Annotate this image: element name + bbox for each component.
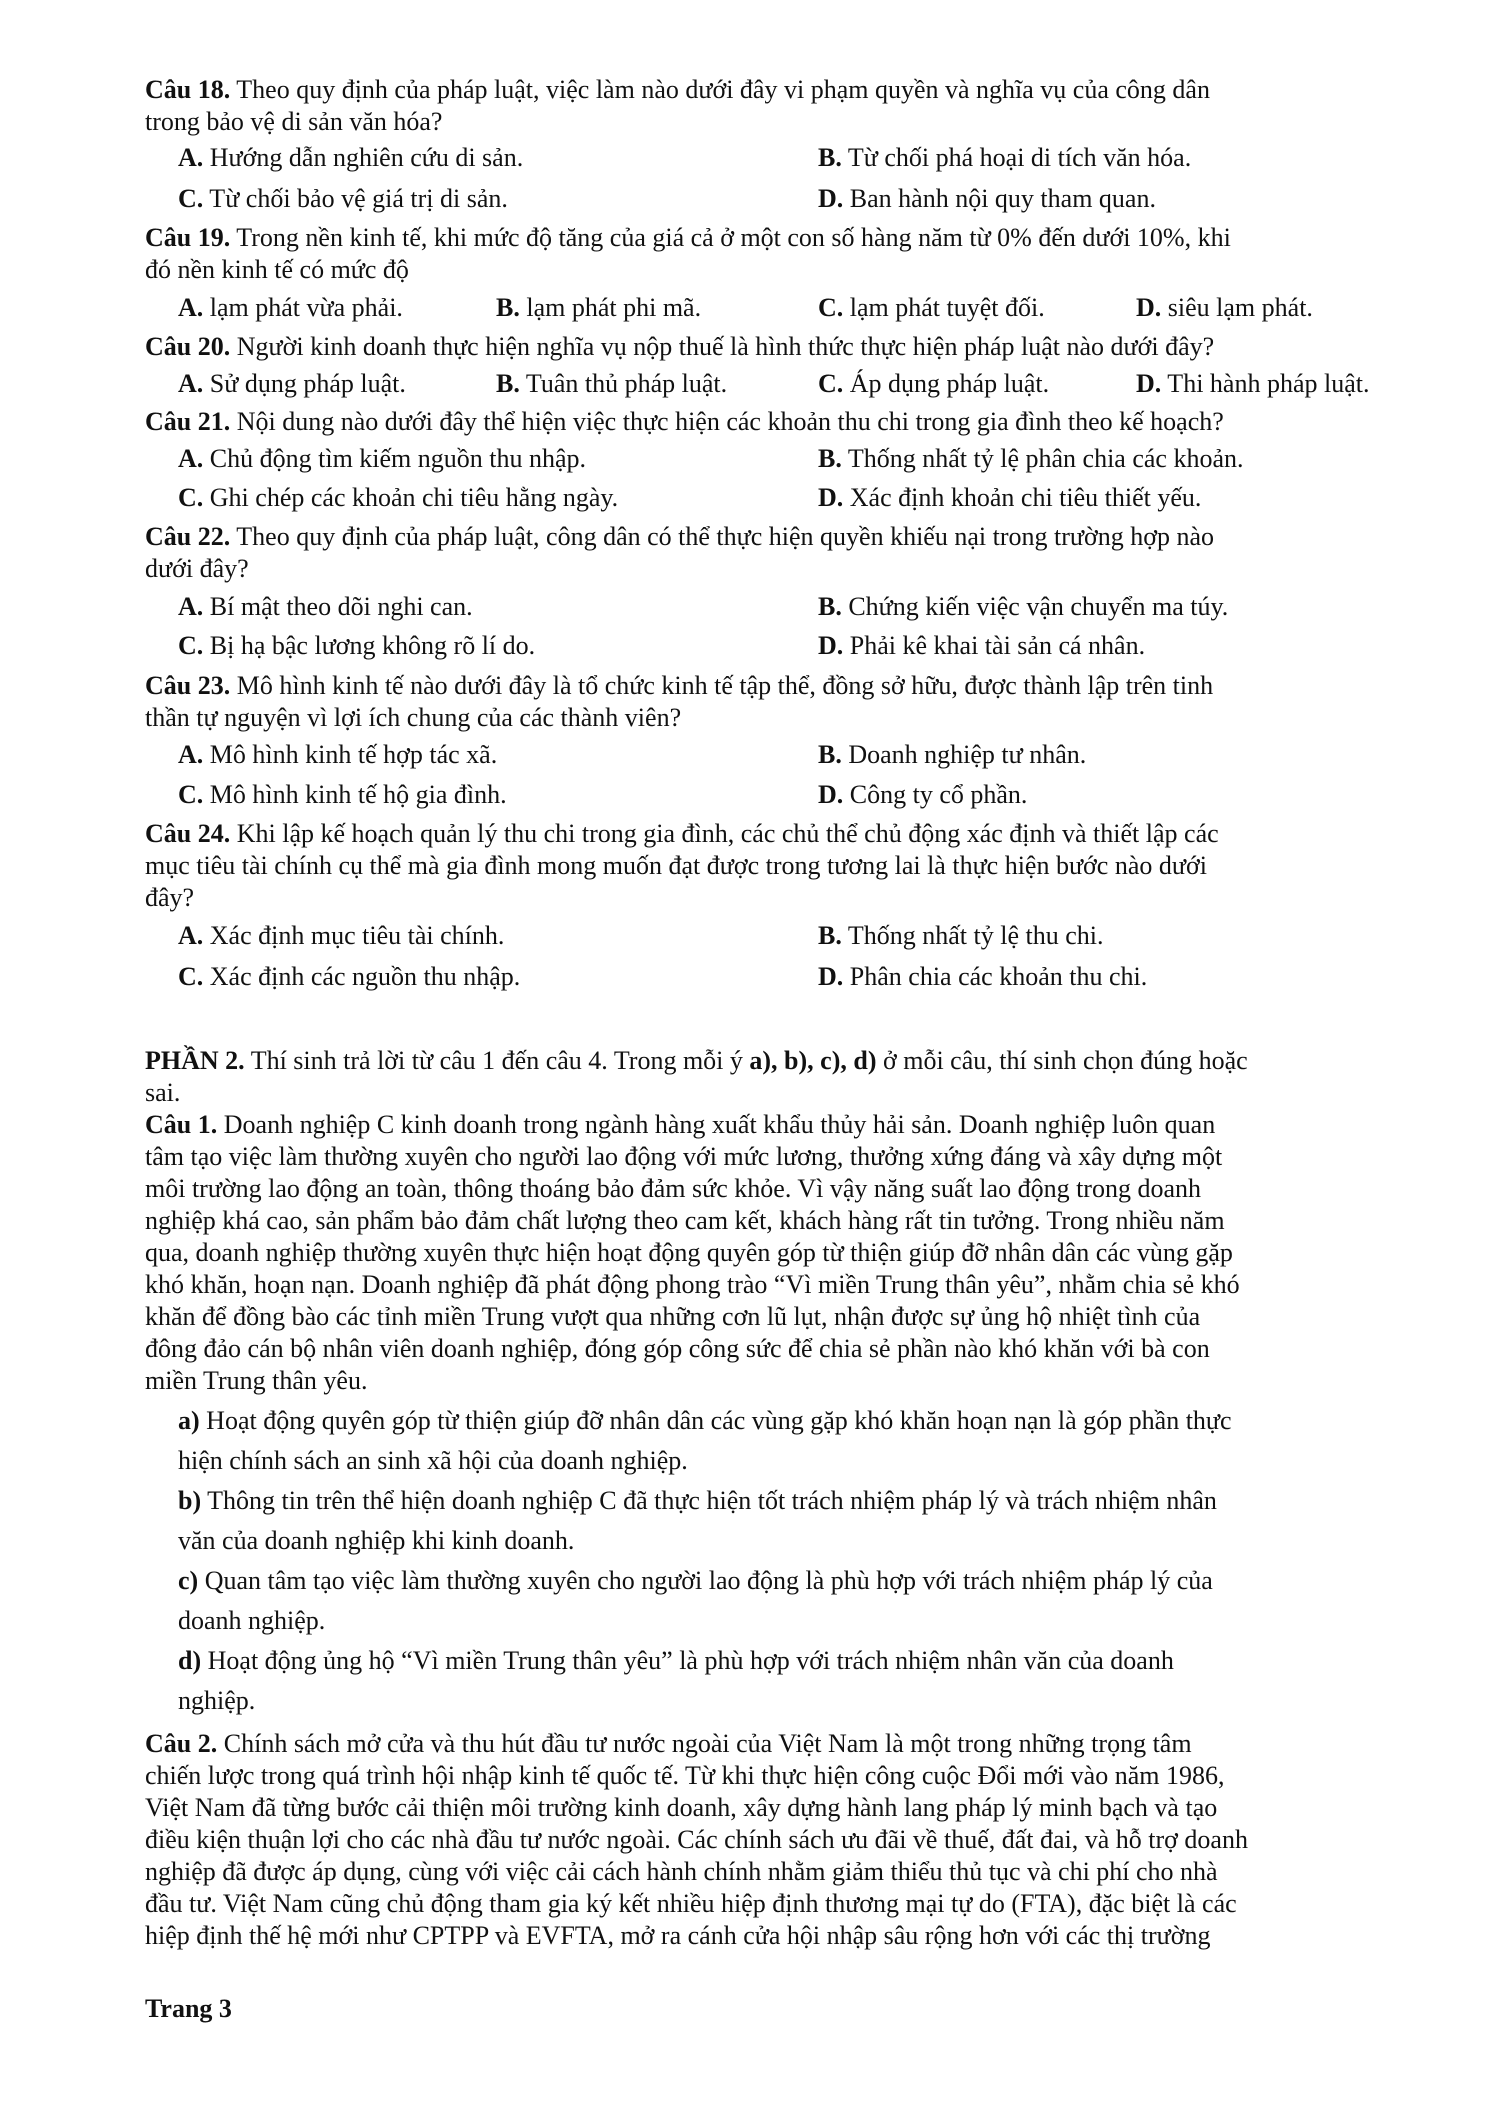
question-19-option-b: B. lạm phát phi mã.	[496, 293, 702, 322]
part2-question-1-line-9: miền Trung thân yêu.	[145, 1366, 368, 1395]
question-20-option-b: B. Tuân thủ pháp luật.	[496, 369, 728, 398]
question-20-option-a: A. Sử dụng pháp luật.	[178, 369, 406, 398]
question-22-line-2: dưới đây?	[145, 554, 249, 583]
part2-question-2-label: Câu 2.	[145, 1729, 218, 1758]
question-21-option-d: D. Xác định khoản chi tiêu thiết yếu.	[818, 483, 1202, 512]
page-number: Trang 3	[145, 1994, 232, 2023]
question-19-option-a: A. lạm phát vừa phải.	[178, 293, 403, 322]
part-2-label: PHẦN 2.	[145, 1046, 245, 1075]
part2-question-2-line-7: hiệp định thế hệ mới như CPTPP và EVFTA, mở ra cánh cửa hội nhập sâu rộng hơn với các thị trường	[145, 1921, 1211, 1950]
part2-question-1-line-5: qua, doanh nghiệp thường xuyên thực hiện hoạt động quyên góp từ thiện giúp đỡ nhân dân các vùng gặp	[145, 1238, 1233, 1267]
question-21-option-b: B. Thống nhất tỷ lệ phân chia các khoản.	[818, 444, 1244, 473]
question-21-label: Câu 21.	[145, 407, 231, 436]
statement-d-line-2: nghiệp.	[178, 1686, 256, 1715]
part2-question-2-line-6: đầu tư. Việt Nam cũng chủ động tham gia ký kết nhiều hiệp định thương mại tự do (FTA), đặc biệt là các	[145, 1889, 1237, 1918]
part2-question-1-line-7: khăn để đồng bào các tỉnh miền Trung vượt qua những cơn lũ lụt, nhận được sự ủng hộ nhiệt tình của	[145, 1302, 1201, 1331]
question-24-line-1: Câu 24. Khi lập kế hoạch quản lý thu chi trong gia đình, các chủ thể chủ động xác định và thiết lập các	[145, 819, 1219, 848]
question-19-label: Câu 19.	[145, 223, 231, 252]
question-21-option-c: C. Ghi chép các khoản chi tiêu hằng ngày.	[178, 483, 619, 512]
statement-c-line-2: doanh nghiệp.	[178, 1606, 326, 1635]
question-22-option-c: C. Bị hạ bậc lương không rõ lí do.	[178, 631, 536, 660]
question-23-line-2: thần tự nguyện vì lợi ích chung của các thành viên?	[145, 703, 682, 732]
question-21-option-a: A. Chủ động tìm kiếm nguồn thu nhập.	[178, 444, 587, 473]
question-24-label: Câu 24.	[145, 819, 231, 848]
statement-a-line-2: hiện chính sách an sinh xã hội của doanh nghiệp.	[178, 1446, 688, 1475]
part2-question-1-line-3: môi trường lao động an toàn, thông thoáng bảo đảm sức khỏe. Vì vậy năng suất lao động trong doanh	[145, 1174, 1201, 1203]
question-18-line-2: trong bảo vệ di sản văn hóa?	[145, 107, 443, 136]
question-23-option-b: B. Doanh nghiệp tư nhân.	[818, 740, 1087, 769]
question-24-option-d: D. Phân chia các khoản thu chi.	[818, 962, 1148, 991]
question-18-option-a: A. Hướng dẫn nghiên cứu di sản.	[178, 143, 524, 172]
question-24-line-3: đây?	[145, 883, 195, 912]
part2-question-2-line-3: Việt Nam đã từng bước cải thiện môi trường kinh doanh, xây dựng hành lang pháp lý minh bạch và tạo	[145, 1793, 1218, 1822]
question-22-option-a: A. Bí mật theo dõi nghi can.	[178, 592, 473, 621]
statement-b-line-1: b) Thông tin trên thể hiện doanh nghiệp C đã thực hiện tốt trách nhiệm pháp lý và trách nhiệm nhân	[178, 1486, 1217, 1515]
question-24-option-a: A. Xác định mục tiêu tài chính.	[178, 921, 505, 950]
part2-question-2-line-1: Câu 2. Chính sách mở cửa và thu hút đầu tư nước ngoài của Việt Nam là một trong những trọng tâm	[145, 1729, 1192, 1758]
question-18-option-b: B. Từ chối phá hoại di tích văn hóa.	[818, 143, 1192, 172]
question-20-option-d: D. Thi hành pháp luật.	[1136, 369, 1370, 398]
question-20-option-c: C. Áp dụng pháp luật.	[818, 369, 1050, 398]
question-18-option-c: C. Từ chối bảo vệ giá trị di sản.	[178, 184, 508, 213]
question-19-line-1: Câu 19. Trong nền kinh tế, khi mức độ tăng của giá cả ở một con số hàng năm từ 0% đến dưới 10%, khi	[145, 223, 1231, 252]
part-2-heading-line-2: sai.	[145, 1078, 181, 1107]
statement-b-line-2: văn của doanh nghiệp khi kinh doanh.	[178, 1526, 575, 1555]
question-23-option-a: A. Mô hình kinh tế hợp tác xã.	[178, 740, 498, 769]
question-23-label: Câu 23.	[145, 671, 231, 700]
part2-question-2-line-2: chiến lược trong quá trình hội nhập kinh tế quốc tế. Từ khi thực hiện công cuộc Đổi mới vào năm 1986,	[145, 1761, 1225, 1790]
question-22-line-1: Câu 22. Theo quy định của pháp luật, công dân có thể thực hiện quyền khiếu nại trong trường hợp nào	[145, 522, 1214, 551]
question-19-option-c: C. lạm phát tuyệt đối.	[818, 293, 1045, 322]
question-18-label: Câu 18.	[145, 75, 231, 104]
part-2-heading: PHẦN 2. Thí sinh trả lời từ câu 1 đến câu 4. Trong mỗi ý a), b), c), d) ở mỗi câu, thí sinh chọn đúng hoặc	[145, 1046, 1248, 1075]
question-20-label: Câu 20.	[145, 332, 231, 361]
part2-question-1-line-8: đông đảo cán bộ nhân viên doanh nghiệp, đóng góp công sức để chia sẻ phần nào khó khăn với bà con	[145, 1334, 1210, 1363]
question-23-option-c: C. Mô hình kinh tế hộ gia đình.	[178, 780, 507, 809]
question-20-line-1: Câu 20. Người kinh doanh thực hiện nghĩa vụ nộp thuế là hình thức thực hiện pháp luật nào dưới đây?	[145, 332, 1215, 361]
statement-c-line-1: c) Quan tâm tạo việc làm thường xuyên cho người lao động là phù hợp với trách nhiệm pháp lý của	[178, 1566, 1213, 1595]
question-19-option-d: D. siêu lạm phát.	[1136, 293, 1313, 322]
part2-question-1-label: Câu 1.	[145, 1110, 218, 1139]
question-21-line-1: Câu 21. Nội dung nào dưới đây thể hiện việc thực hiện các khoản thu chi trong gia đình theo kế hoạch?	[145, 407, 1224, 436]
question-18-line-1: Câu 18. Theo quy định của pháp luật, việc làm nào dưới đây vi phạm quyền và nghĩa vụ của công dân	[145, 75, 1210, 104]
question-23-line-1: Câu 23. Mô hình kinh tế nào dưới đây là tổ chức kinh tế tập thể, đồng sở hữu, được thành lập trên tinh	[145, 671, 1214, 700]
part2-question-1-line-1: Câu 1. Doanh nghiệp C kinh doanh trong ngành hàng xuất khẩu thủy hải sản. Doanh nghiệp luôn quan	[145, 1110, 1216, 1139]
question-23-option-d: D. Công ty cổ phần.	[818, 780, 1028, 809]
statement-d-line-1: d) Hoạt động ủng hộ “Vì miền Trung thân yêu” là phù hợp với trách nhiệm nhân văn của doanh	[178, 1646, 1174, 1675]
question-24-line-2: mục tiêu tài chính cụ thể mà gia đình mong muốn đạt được trong tương lai là thực hiện bước nào dưới	[145, 851, 1207, 880]
question-22-label: Câu 22.	[145, 522, 231, 551]
question-24-option-b: B. Thống nhất tỷ lệ thu chi.	[818, 921, 1104, 950]
part2-question-1-line-4: nghiệp khá cao, sản phẩm bảo đảm chất lượng theo cam kết, khách hàng rất tin tưởng. Trong nhiều năm	[145, 1206, 1225, 1235]
part2-question-1-line-2: tâm tạo việc làm thường xuyên cho người lao động với mức lương, thưởng xứng đáng và xây dựng một	[145, 1142, 1223, 1171]
statement-a-line-1: a) Hoạt động quyên góp từ thiện giúp đỡ nhân dân các vùng gặp khó khăn hoạn nạn là góp phần thực	[178, 1406, 1232, 1435]
part2-question-1-line-6: khó khăn, hoạn nạn. Doanh nghiệp đã phát động phong trào “Vì miền Trung thân yêu”, nhằm chia sẻ khó	[145, 1270, 1240, 1299]
part2-question-2-line-5: nghiệp đã được áp dụng, cùng với việc cải cách hành chính nhằm giảm thiểu thủ tục và chi phí cho nhà	[145, 1857, 1218, 1886]
question-22-option-b: B. Chứng kiến việc vận chuyển ma túy.	[818, 592, 1229, 621]
question-24-option-c: C. Xác định các nguồn thu nhập.	[178, 962, 521, 991]
question-18-option-d: D. Ban hành nội quy tham quan.	[818, 184, 1156, 213]
question-19-line-2: đó nền kinh tế có mức độ	[145, 255, 409, 284]
question-22-option-d: D. Phải kê khai tài sản cá nhân.	[818, 631, 1146, 660]
part2-question-2-line-4: điều kiện thuận lợi cho các nhà đầu tư nước ngoài. Các chính sách ưu đãi về thuế, đất đai, và hỗ trợ doanh	[145, 1825, 1248, 1854]
